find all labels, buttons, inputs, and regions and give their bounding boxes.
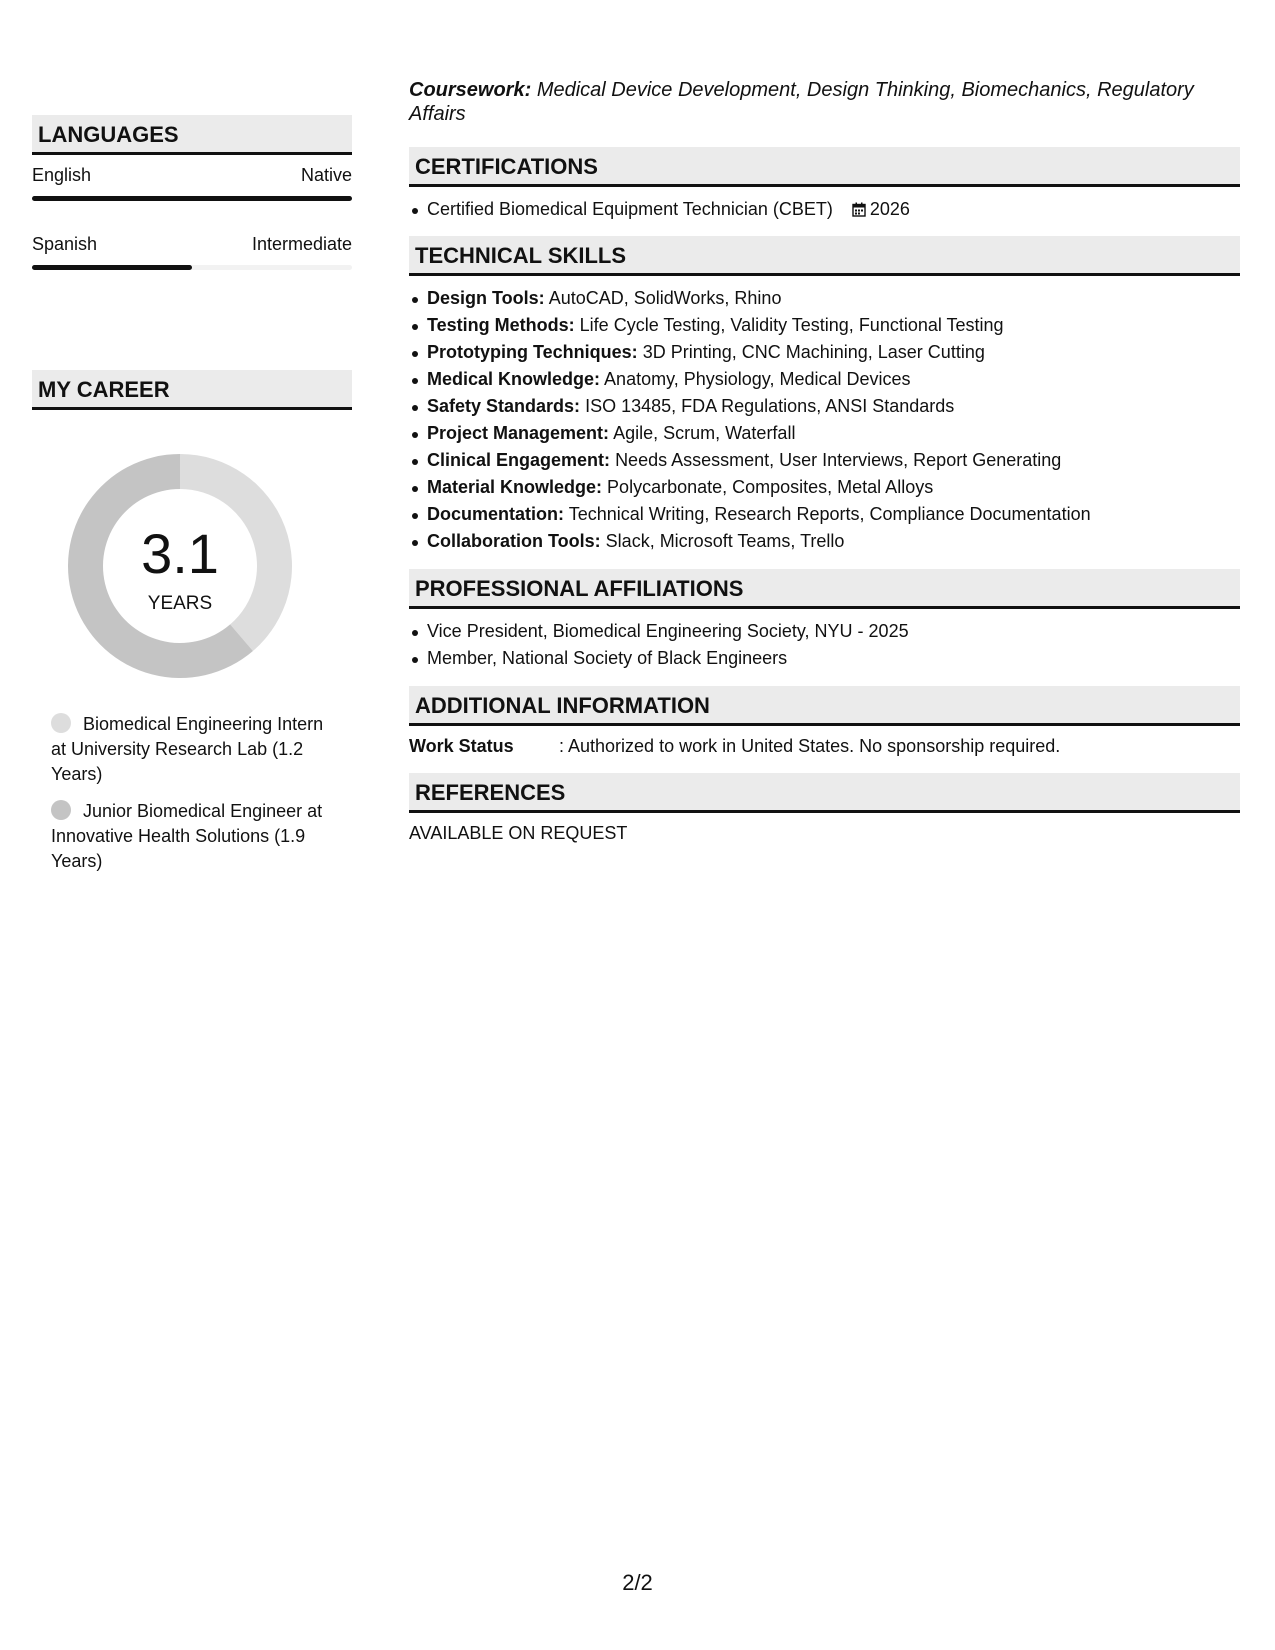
skill-label: Collaboration Tools: xyxy=(427,531,601,551)
career-heading: MY CAREER xyxy=(32,370,352,410)
work-status-label: Work Status xyxy=(409,736,514,756)
career-legend xyxy=(51,712,341,874)
references-text: AVAILABLE ON REQUEST xyxy=(409,823,628,843)
legend-dot-icon xyxy=(51,800,71,820)
list-item xyxy=(427,393,1240,420)
skill-value: AutoCAD, SolidWorks, Rhino xyxy=(548,288,782,308)
language-level: Intermediate xyxy=(251,234,352,254)
skill-value: Needs Assessment, User Interviews, Report Generating xyxy=(615,450,1062,470)
work-status-value: : Authorized to work in United States. No sponsorship required. xyxy=(559,736,1061,756)
technical-skills-list xyxy=(409,285,1240,555)
career-role xyxy=(51,799,341,874)
career-role-text: Junior Biomedical Engineer at Innovative Health Solutions (1.9 Years) xyxy=(51,801,323,871)
certifications-list xyxy=(409,196,1240,223)
list-item xyxy=(427,339,1240,366)
skill-value: Anatomy, Physiology, Medical Devices xyxy=(604,369,911,389)
proficiency-bar xyxy=(32,265,192,270)
calendar-icon xyxy=(852,202,866,217)
language-name: English xyxy=(32,165,92,185)
skill-label: Project Management: xyxy=(427,423,610,443)
list-item xyxy=(427,366,1240,393)
skill-label: Design Tools: xyxy=(427,288,545,308)
additional-info-heading: ADDITIONAL INFORMATION xyxy=(409,686,1240,726)
legend-dot-icon xyxy=(51,713,71,733)
list-item xyxy=(427,420,1240,447)
career-years-unit: YEARS xyxy=(147,593,213,614)
right-column xyxy=(409,78,1240,844)
language-row-spanish xyxy=(32,224,352,293)
career-donut xyxy=(68,454,292,678)
language-name: Spanish xyxy=(32,234,98,254)
skill-value: 3D Printing, CNC Machining, Laser Cutting xyxy=(642,342,985,362)
list-item xyxy=(427,501,1240,528)
list-item xyxy=(427,285,1240,312)
list-item xyxy=(427,312,1240,339)
skill-label: Material Knowledge: xyxy=(427,477,603,497)
left-column xyxy=(32,115,352,886)
skill-label: Clinical Engagement: xyxy=(427,450,611,470)
skill-label: Safety Standards: xyxy=(427,396,581,416)
list-item xyxy=(427,474,1240,501)
certification-year: 2026 xyxy=(869,199,910,219)
list-item: Member, National Society of Black Engineers xyxy=(427,645,1240,672)
skill-value: Technical Writing, Research Reports, Compliance Documentation xyxy=(568,504,1091,524)
proficiency-track xyxy=(32,265,352,270)
career-total-years: 3.1 xyxy=(141,522,219,585)
language-row-english xyxy=(32,155,352,224)
skill-value: Agile, Scrum, Waterfall xyxy=(613,423,796,443)
list-item xyxy=(427,447,1240,474)
list-item xyxy=(427,528,1240,555)
affiliations-list xyxy=(409,618,1240,672)
technical-skills-heading: TECHNICAL SKILLS xyxy=(409,236,1240,276)
proficiency-bar xyxy=(32,196,352,201)
list-item xyxy=(427,196,1240,223)
language-level: Native xyxy=(300,165,352,185)
work-status-row xyxy=(409,733,1240,760)
skill-label: Medical Knowledge: xyxy=(427,369,601,389)
skill-value: Slack, Microsoft Teams, Trello xyxy=(605,531,845,551)
skill-label: Testing Methods: xyxy=(427,315,575,335)
skill-value: Polycarbonate, Composites, Metal Alloys xyxy=(607,477,934,497)
skill-value: Life Cycle Testing, Validity Testing, Functional Testing xyxy=(579,315,1004,335)
coursework xyxy=(409,78,1240,126)
certifications-heading: CERTIFICATIONS xyxy=(409,147,1240,187)
languages-heading: LANGUAGES xyxy=(32,115,352,155)
career-role xyxy=(51,712,341,787)
career-role-text: Biomedical Engineering Intern at University Research Lab (1.2 Years) xyxy=(51,714,324,784)
coursework-text: Medical Device Development, Design Thinking, Biomechanics, Regulatory Affairs xyxy=(409,79,1194,125)
references-heading: REFERENCES xyxy=(409,773,1240,813)
skill-label: Documentation: xyxy=(427,504,564,524)
certification-name: Certified Biomedical Equipment Technician (CBET) xyxy=(427,199,833,219)
coursework-label: Coursework: xyxy=(409,79,532,101)
page-number: 2/2 xyxy=(622,1570,653,1595)
list-item: Vice President, Biomedical Engineering Society, NYU - 2025 xyxy=(427,618,1240,645)
skill-value: ISO 13485, FDA Regulations, ANSI Standards xyxy=(585,396,955,416)
proficiency-track xyxy=(32,196,352,201)
affiliations-heading: PROFESSIONAL AFFILIATIONS xyxy=(409,569,1240,609)
skill-label: Prototyping Techniques: xyxy=(427,342,638,362)
